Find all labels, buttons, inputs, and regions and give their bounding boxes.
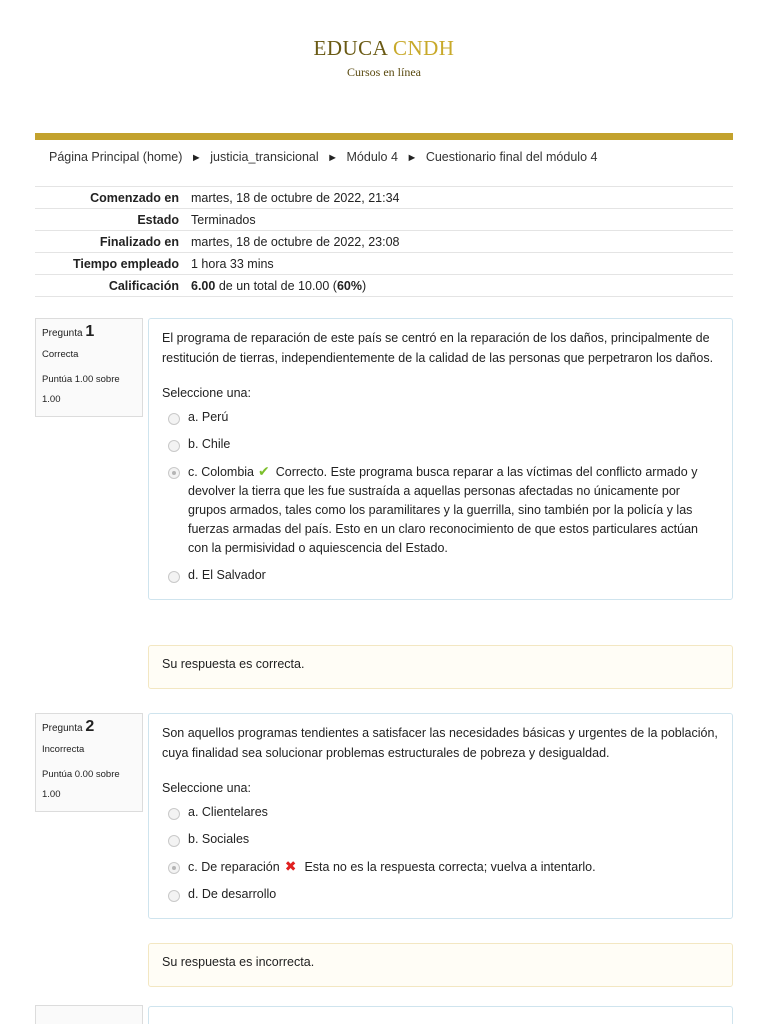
question-info-3-partial bbox=[35, 1005, 143, 1024]
answer-options bbox=[162, 803, 720, 904]
summary-row-state bbox=[35, 209, 733, 231]
summary-label: Tiempo empleado bbox=[72, 256, 179, 271]
breadcrumb-item-home[interactable]: Página Principal (home) bbox=[49, 150, 183, 164]
radio-button[interactable] bbox=[168, 413, 180, 425]
site-subtitle: Cursos en línea bbox=[347, 65, 421, 79]
attempt-summary-table bbox=[35, 186, 733, 297]
answer-prompt: Seleccione una: bbox=[162, 781, 251, 795]
answer-label: a. Clientelares bbox=[188, 805, 268, 819]
answer-label: b. Chile bbox=[188, 437, 231, 451]
summary-row-time bbox=[35, 253, 733, 275]
summary-row-finished bbox=[35, 231, 733, 253]
answer-option-c[interactable] bbox=[162, 857, 720, 877]
answer-feedback: Correcto. Este programa busca reparar a las víctimas del conflicto armado y devolver la tierra que les fue sustraída a aquellas personas afectadas no únicamente por grupos armados, tales como los paramilitares y la guerrilla, sino también por la policía y las fuerzas armadas del país. Esto en un claro reconocimiento de que estos particulares actúan con la permisividad o aquiescencia del Estado. bbox=[188, 465, 699, 555]
answer-options bbox=[162, 408, 720, 585]
question-grade: Puntúa 1.00 sobre 1.00 bbox=[42, 374, 120, 405]
answer-label: c. De reparación ✖ Esta no es la respuesta correcta; vuelva a intentarlo. bbox=[188, 858, 596, 874]
radio-button-selected[interactable] bbox=[168, 467, 180, 479]
question-state: Correcta bbox=[42, 349, 79, 360]
breadcrumb-item-quiz[interactable]: Cuestionario final del módulo 4 bbox=[425, 150, 598, 164]
answer-label: d. El Salvador bbox=[188, 568, 266, 582]
summary-label: Estado bbox=[137, 212, 179, 227]
breadcrumb-item-module[interactable]: Módulo 4 bbox=[346, 150, 398, 164]
summary-value: 1 hora 33 mins bbox=[191, 256, 274, 271]
summary-label: Finalizado en bbox=[99, 234, 179, 249]
radio-button[interactable] bbox=[168, 808, 180, 820]
triangle-right-icon: ► bbox=[327, 152, 339, 164]
answer-option-a[interactable] bbox=[162, 408, 720, 427]
answer-option-b[interactable] bbox=[162, 830, 720, 849]
breadcrumb bbox=[49, 150, 597, 164]
answer-option-b[interactable] bbox=[162, 435, 720, 454]
question-number: Pregunta 2 bbox=[42, 718, 95, 735]
radio-button[interactable] bbox=[168, 835, 180, 847]
question-grade: Puntúa 0.00 sobre 1.00 bbox=[42, 769, 120, 800]
check-icon: ✔ bbox=[258, 463, 270, 479]
answer-option-a[interactable] bbox=[162, 803, 720, 822]
summary-value: martes, 18 de octubre de 2022, 23:08 bbox=[191, 234, 400, 249]
question-content-3-partial bbox=[148, 1006, 733, 1024]
question-text: El programa de reparación de este país se centró en la reparación de los daños, principalmente de restitución de tierras, independientemente de la calidad de las personas que perpetraron los daños. bbox=[162, 331, 714, 365]
summary-label: Comenzado en bbox=[90, 190, 179, 205]
summary-value: Terminados bbox=[191, 212, 256, 227]
question-state: Incorrecta bbox=[42, 744, 85, 755]
site-brand bbox=[0, 36, 768, 80]
answer-option-d[interactable] bbox=[162, 885, 720, 904]
header-divider-bar bbox=[35, 133, 733, 140]
question-content-2 bbox=[148, 713, 733, 919]
triangle-right-icon: ► bbox=[406, 152, 418, 164]
question-text: Son aquellos programas tendientes a satisfacer las necesidades básicas y urgentes de la población, cuya finalidad sea solucionar problemas estructurales de pobreza y desigualdad. bbox=[162, 726, 718, 760]
summary-row-grade bbox=[35, 275, 733, 297]
question-info-2 bbox=[35, 713, 143, 812]
radio-button[interactable] bbox=[168, 890, 180, 902]
answer-label: a. Perú bbox=[188, 410, 229, 424]
answer-label: d. De desarrollo bbox=[188, 887, 277, 901]
outcome-feedback-2: Su respuesta es incorrecta. bbox=[148, 943, 733, 987]
radio-button[interactable] bbox=[168, 571, 180, 583]
radio-button[interactable] bbox=[168, 440, 180, 452]
summary-label: Calificación bbox=[108, 278, 179, 293]
answer-option-c[interactable] bbox=[162, 462, 720, 558]
question-info-1 bbox=[35, 318, 143, 417]
outcome-feedback-1: Su respuesta es correcta. bbox=[148, 645, 733, 689]
answer-prompt: Seleccione una: bbox=[162, 386, 251, 400]
summary-row-started bbox=[35, 187, 733, 209]
answer-label: b. Sociales bbox=[188, 832, 250, 846]
radio-button-selected[interactable] bbox=[168, 862, 180, 874]
breadcrumb-item-course[interactable]: justicia_transicional bbox=[210, 150, 319, 164]
site-title[interactable]: EDUCA CNDH bbox=[313, 36, 455, 60]
question-content-1 bbox=[148, 318, 733, 600]
summary-value: martes, 18 de octubre de 2022, 21:34 bbox=[191, 190, 400, 205]
summary-value: 6.00 de un total de 10.00 (60%) bbox=[191, 278, 367, 293]
question-number: Pregunta 1 bbox=[42, 323, 95, 340]
answer-option-d[interactable] bbox=[162, 566, 720, 585]
answer-label: c. Colombia ✔ Correcto. Este programa busca reparar a las víctimas del conflicto armado y devolver la tierra que les fue sustraída a aquellas personas afectadas no únicamente por grupos armados, tales como los paramilitares y la guerrilla, sino también por la policía y las fuerzas armadas del país. Esto en un claro reconocimiento de que estos particulares actúan con la permisividad o aquiescencia del Estado. bbox=[188, 463, 699, 555]
answer-feedback: Esta no es la respuesta correcta; vuelva a intentarlo. bbox=[304, 860, 596, 874]
cross-icon: ✖ bbox=[284, 858, 297, 874]
triangle-right-icon: ► bbox=[190, 152, 202, 164]
